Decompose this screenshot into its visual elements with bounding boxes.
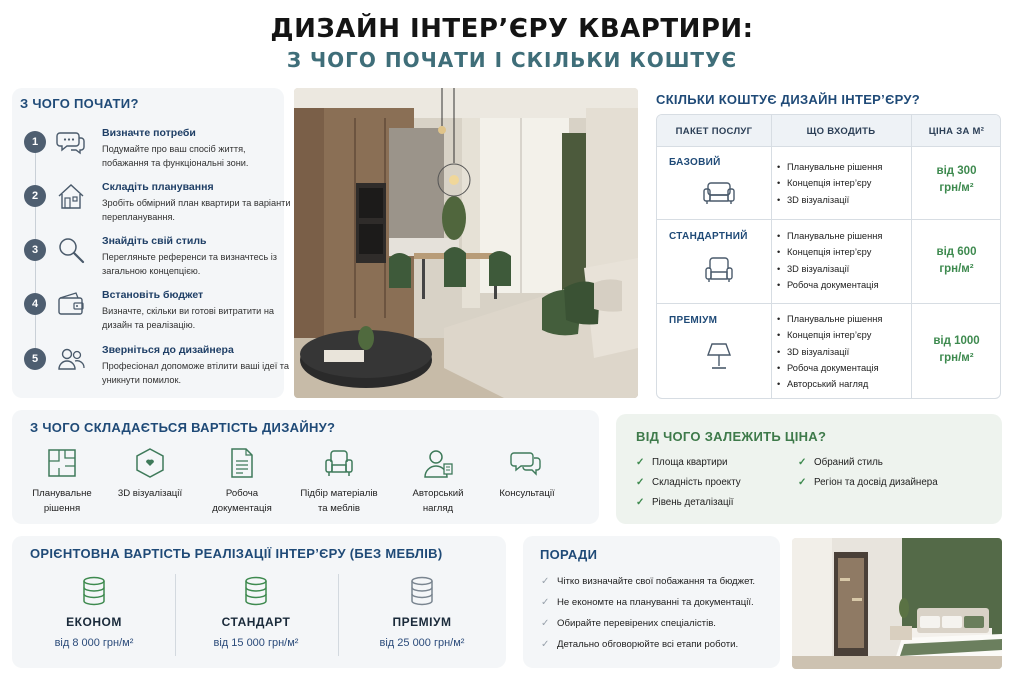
column-header: ЩО ВХОДИТЬ [806, 125, 876, 137]
price-unit: грн/м² [939, 352, 974, 364]
step-number: 2 [24, 185, 46, 207]
package-name: ПРЕМІУМ [669, 315, 718, 326]
composition-item [107, 446, 193, 501]
lamp-icon [701, 341, 737, 371]
tips-heading: ПОРАДИ [540, 547, 598, 562]
includes-list [777, 159, 882, 208]
step-title: Знайдіть свій стиль [102, 235, 207, 247]
step-desc: Професіонал допоможе втілити ваші ідеї та уникнути помилок. [102, 361, 290, 385]
package-name: БАЗОВИЙ [669, 157, 721, 168]
step-number: 5 [24, 348, 46, 370]
step-number: 1 [24, 131, 46, 153]
package-price [911, 163, 1001, 197]
item-label: Складність проекту [652, 477, 741, 488]
cube-3d-icon [133, 446, 167, 480]
list-item [798, 477, 938, 488]
step-2 [24, 181, 291, 233]
magnifier-icon [56, 235, 86, 265]
step-number: 4 [24, 293, 46, 315]
step-4 [24, 289, 280, 341]
estimate-tier [176, 576, 336, 649]
depends-heading: ВІД ЧОГО ЗАЛЕЖИТЬ ЦІНА? [636, 429, 827, 444]
tier-name: СТАНДАРТ [221, 615, 291, 629]
check-icon: ✓ [541, 576, 550, 587]
list-item [636, 477, 741, 488]
composition-item [296, 446, 382, 516]
price-value: від 300 [936, 165, 977, 177]
divider [338, 574, 339, 656]
floor-plan-icon [45, 446, 79, 480]
step-1 [24, 127, 280, 179]
item-label: 3D візуалізації [117, 488, 183, 499]
list-item: • Концепція інтер’єру [777, 175, 882, 191]
page-subtitle: З ЧОГО ПОЧАТИ І СКІЛЬКИ КОШТУЄ [286, 48, 738, 72]
wallet-icon [56, 289, 86, 319]
tier-value: від 8 000 грн/м² [54, 637, 134, 649]
list-item [541, 639, 738, 650]
step-5 [24, 344, 290, 396]
step-title: Складіть планування [102, 181, 214, 193]
divider [771, 115, 772, 399]
check-icon: ✓ [636, 497, 645, 508]
composition-item [199, 446, 285, 516]
armchair-icon [701, 255, 737, 285]
item-label: документація [212, 503, 272, 514]
check-icon: ✓ [798, 477, 807, 488]
house-icon [56, 181, 86, 211]
package-price [911, 333, 1001, 367]
item-label: Детально обговорюйте всі етапи роботи. [557, 639, 739, 650]
list-item [541, 576, 755, 587]
list-item [636, 497, 734, 508]
list-item: • Планувальне рішення [777, 311, 882, 327]
coins-icon [243, 576, 269, 606]
check-icon: ✓ [541, 597, 550, 608]
list-item: • 3D візуалізації [777, 192, 882, 208]
item-label: нагляд [422, 503, 454, 514]
item-label: Рівень деталізації [652, 497, 734, 508]
estimate-heading: ОРІЄНТОВНА ВАРТІСТЬ РЕАЛІЗАЦІЇ ІНТЕР’ЄРУ (БЕЗ МЕБЛІВ) [30, 546, 443, 561]
list-item [541, 618, 716, 629]
includes-list [777, 228, 882, 293]
item-label: Підбір матеріалів [300, 488, 378, 499]
check-icon: ✓ [636, 477, 645, 488]
estimate-tier [14, 576, 174, 649]
list-item: • Планувальне рішення [777, 159, 882, 175]
composition-heading: З ЧОГО СКЛАДАЄТЬСЯ ВАРТІСТЬ ДИЗАЙНУ? [30, 420, 336, 435]
price-unit: грн/м² [939, 263, 974, 275]
check-icon: ✓ [798, 457, 807, 468]
divider [657, 219, 1001, 220]
list-item: • 3D візуалізації [777, 261, 882, 277]
item-label: Консультації [499, 488, 555, 499]
list-item [798, 457, 883, 468]
composition-item [484, 446, 570, 501]
item-label: Регіон та досвід дизайнера [814, 477, 938, 488]
package-price [911, 244, 1001, 278]
tier-name: ЕКОНОМ [66, 615, 122, 629]
document-icon [225, 446, 259, 480]
price-value: від 600 [936, 246, 977, 258]
list-item: • Авторський нагляд [777, 376, 882, 392]
divider [657, 303, 1001, 304]
tier-value: від 15 000 грн/м² [213, 637, 299, 649]
tier-name: ПРЕМІУМ [392, 615, 452, 629]
price-unit: грн/м² [939, 182, 974, 194]
composition-item [395, 446, 481, 516]
step-desc: Перегляньте референси та визначтесь із загальною концепцією. [102, 252, 277, 276]
step-number: 3 [24, 239, 46, 261]
item-label: Обраний стиль [814, 457, 883, 468]
step-title: Встановіть бюджет [102, 289, 204, 301]
item-label: Обирайте перевірених спеціалістів. [557, 618, 716, 629]
supervisor-icon [421, 446, 455, 480]
list-item: • Планувальне рішення [777, 228, 882, 244]
step-desc: Зробіть обмірний план квартири та варіанти перепланування. [102, 198, 291, 222]
people-icon [56, 344, 86, 374]
step-title: Визначте потреби [102, 127, 196, 139]
item-label: Чітко визначайте свої побажання та бюджет. [557, 576, 756, 587]
includes-list [777, 311, 882, 392]
coins-icon [409, 576, 435, 606]
check-icon: ✓ [636, 457, 645, 468]
tier-value: від 25 000 грн/м² [379, 637, 465, 649]
item-label: та меблів [317, 503, 360, 514]
start-heading: З ЧОГО ПОЧАТИ? [20, 96, 139, 111]
check-icon: ✓ [541, 618, 550, 629]
item-label: Площа квартири [652, 457, 728, 468]
pricing-heading: СКІЛЬКИ КОШТУЄ ДИЗАЙН ІНТЕР’ЄРУ? [656, 92, 921, 107]
armchair-icon [322, 446, 356, 480]
list-item: • Концепція інтер’єру [777, 327, 882, 343]
package-name: СТАНДАРТНИЙ [669, 231, 748, 242]
column-header: ПАКЕТ ПОСЛУГ [675, 125, 753, 137]
page-title: ДИЗАЙН ІНТЕР’ЄРУ КВАРТИРИ: [270, 14, 754, 44]
check-icon: ✓ [541, 639, 550, 650]
step-desc: Подумайте про ваш спосіб життя, побажання та функціональні зони. [102, 144, 249, 168]
chat-bubbles-icon [56, 127, 86, 157]
item-label: рішення [43, 503, 81, 514]
list-item: • 3D візуалізації [777, 344, 882, 360]
list-item [541, 597, 754, 608]
price-value: від 1000 [933, 335, 980, 347]
bedroom-photo [792, 538, 1002, 669]
coins-icon [81, 576, 107, 606]
estimate-tier [342, 576, 502, 649]
item-label: Планувальне [32, 488, 92, 499]
list-item: • Робоча документація [777, 277, 882, 293]
step-3 [24, 235, 280, 287]
list-item [636, 457, 728, 468]
sofa-icon [701, 177, 737, 207]
list-item: • Робоча документація [777, 360, 882, 376]
living-room-photo [294, 88, 638, 398]
step-title: Зверніться до дизайнера [102, 344, 234, 356]
item-label: Авторський [412, 488, 464, 499]
consult-icon [510, 446, 544, 480]
step-desc: Визначте, скільки ви готові витратити на дизайн та реалізацію. [102, 306, 275, 330]
item-label: Не економте на плануванні та документації. [557, 597, 754, 608]
list-item: • Концепція інтер’єру [777, 244, 882, 260]
composition-item [19, 446, 105, 516]
pricing-table [656, 114, 1001, 399]
item-label: Робоча [225, 488, 259, 499]
column-header: ЦІНА ЗА М² [928, 125, 985, 137]
